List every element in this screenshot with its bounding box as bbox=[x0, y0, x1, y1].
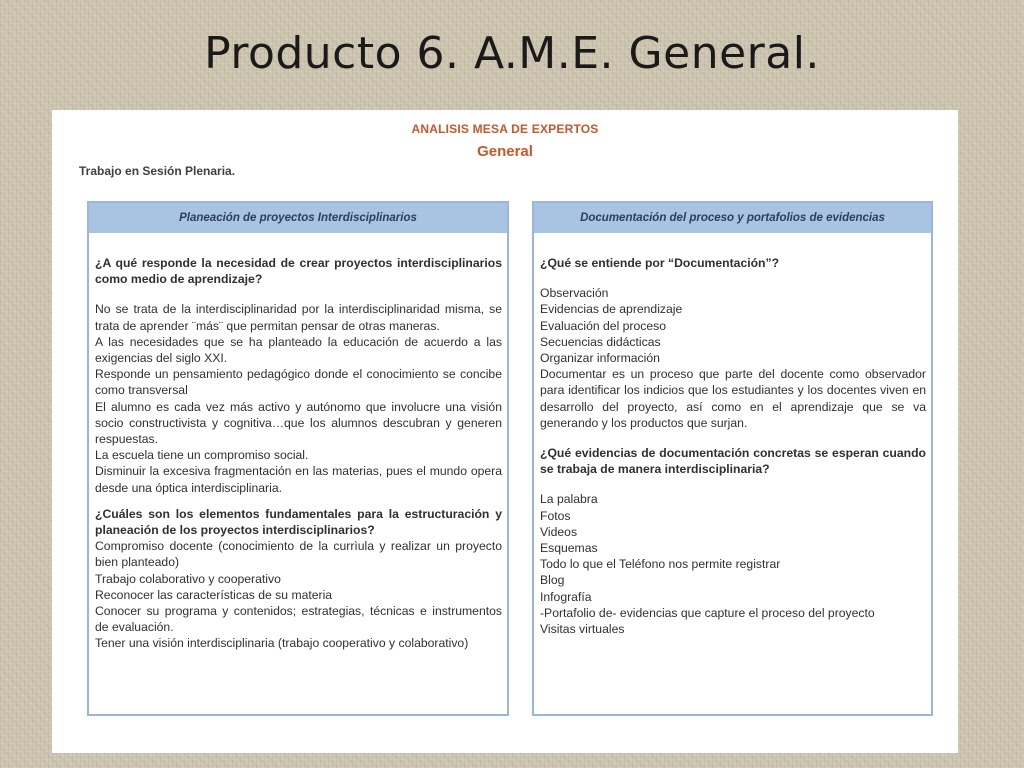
answer-item: Fotos bbox=[540, 508, 571, 523]
answer-item: Reconocer las características de su materia bbox=[95, 587, 333, 602]
document-heading: ANALISIS MESA DE EXPERTOS bbox=[411, 122, 599, 136]
answer-item: No se trata de la interdisciplinaridad por la interdisciplinaridad misma, se trata de aprender ¨más¨ que permitan pensar de otras maneras. bbox=[95, 302, 502, 333]
panel-documentacion bbox=[532, 201, 933, 716]
answer-item: Infografía bbox=[540, 589, 592, 604]
answer-item: A las necesidades que se ha planteado la educación de acuerdo a las exigencias del siglo XXI. bbox=[95, 334, 502, 366]
session-label: Trabajo en Sesión Plenaria. bbox=[79, 164, 236, 178]
answer-item: La palabra bbox=[540, 492, 598, 507]
question-2: ¿Cuáles son los elementos fundamentales para la estructuración y planeación de los proyectos interdisciplinarios? bbox=[95, 506, 502, 538]
answer-item: Organizar información bbox=[540, 351, 660, 366]
panel-header-documentacion: Documentación del proceso y portafolios de evidencias bbox=[534, 203, 931, 235]
document-subheading: General bbox=[477, 143, 533, 160]
answer-item: Todo lo que el Teléfono nos permite registrar bbox=[540, 557, 781, 572]
answer-item: Observación bbox=[540, 286, 609, 301]
answer-item: Conocer su programa y contenidos; estrategias, técnicas e instrumentos de evaluación. bbox=[95, 604, 502, 635]
question-1: ¿A qué responde la necesidad de crear proyectos interdisciplinarios como medio de aprendizaje? bbox=[95, 256, 502, 287]
answer-item: Compromiso docente (conocimiento de la currìula y realizar un proyecto bien planteado) bbox=[95, 539, 502, 570]
panel-planeacion bbox=[87, 201, 509, 716]
document-image bbox=[52, 110, 958, 753]
answer-item: La escuela tiene un compromiso social. bbox=[95, 448, 309, 463]
question-1: ¿Qué se entiende por “Documentación”? bbox=[540, 256, 780, 270]
answer-item: Evidencias de aprendizaje bbox=[540, 302, 683, 317]
answer-item: Blog bbox=[540, 573, 565, 588]
answer-item: Videos bbox=[540, 524, 578, 539]
answer-item: Documentar es un proceso que parte del docente como observador para identificar los indicios que los estudiantes y los docentes viven en desarrollo del proyecto, así como en el aprendizaje que se va generando y los productos que surjan. bbox=[540, 367, 926, 430]
answer-item: Evaluación del proceso bbox=[540, 318, 667, 333]
panel-body-planeacion bbox=[89, 235, 507, 652]
answer-item: Secuencias didácticas bbox=[540, 334, 661, 349]
answer-item: Tener una visión interdisciplinaria (trabajo cooperativo y colaborativo) bbox=[95, 636, 469, 651]
answer-item: El alumno es cada vez más activo y autónomo que involucre una visión socio constructivista y cognitiva…que los alumnos descubran y generen respuestas. bbox=[95, 399, 502, 447]
answer-item: Visitas virtuales bbox=[540, 622, 625, 637]
answer-item: Disminuir la excesiva fragmentación en las materias, pues el mundo opera desde una óptica interdisciplinaria. bbox=[95, 464, 502, 495]
question-2: ¿Qué evidencias de documentación concretas se esperan cuando se trabaja de manera interdisciplinaria? bbox=[540, 446, 926, 477]
answer-item: Responde un pensamiento pedagógico donde el conocimiento se concibe como transversal bbox=[95, 367, 502, 398]
answer-item: -Portafolio de- evidencias que capture el proceso del proyecto bbox=[540, 605, 875, 620]
answer-item: Esquemas bbox=[540, 541, 598, 556]
slide-title: Producto 6. A.M.E. General. bbox=[204, 28, 820, 79]
panel-body-documentacion bbox=[534, 235, 931, 637]
panel-header-planeacion: Planeación de proyectos Interdisciplinarios bbox=[89, 203, 507, 235]
answer-item: Trabajo colaborativo y cooperativo bbox=[95, 571, 281, 586]
